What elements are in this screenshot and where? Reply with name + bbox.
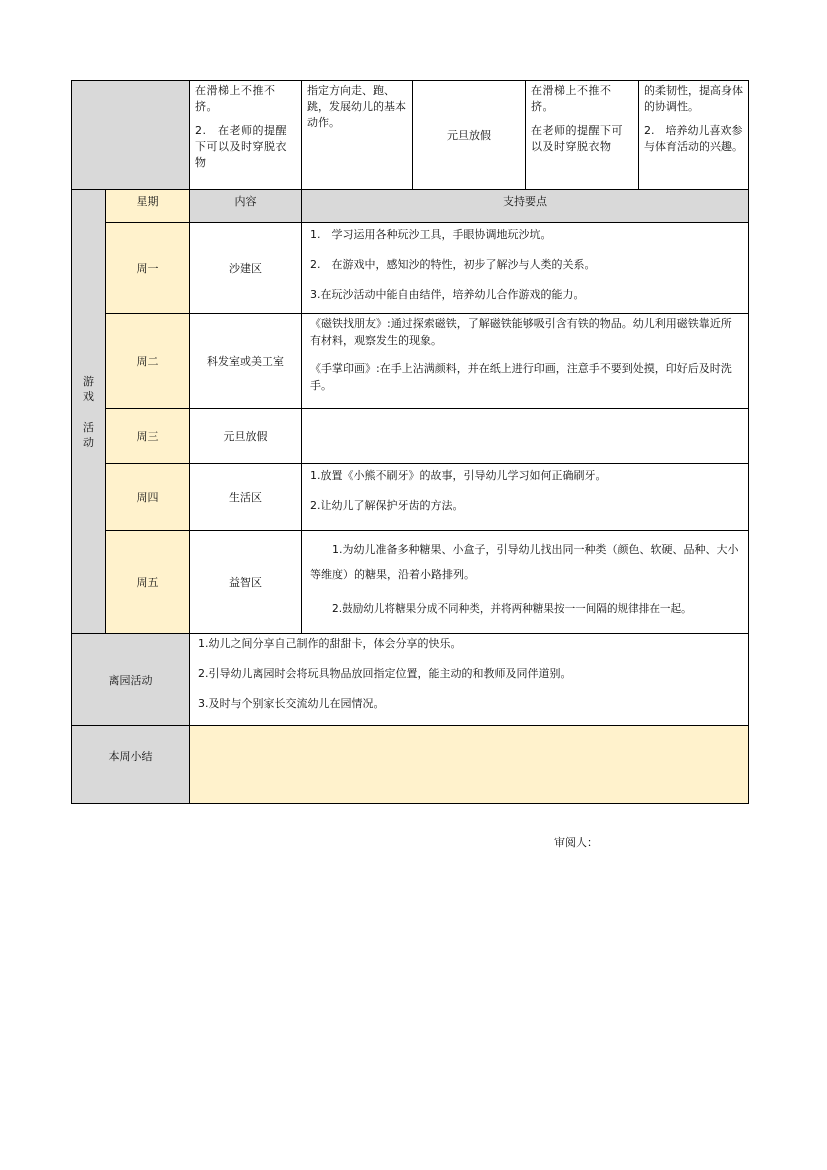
- cell-text: 在滑梯上不推不挤。: [531, 84, 612, 113]
- header-text: 内容: [234, 195, 257, 208]
- support-point: 1. 学习运用各种玩沙工具，手眼协调地玩沙坑。: [310, 228, 552, 241]
- game-activity-label: [72, 190, 106, 634]
- summary-content: [190, 726, 749, 804]
- top-row-cell-2: [190, 81, 302, 190]
- support-point: 1.为幼儿准备多种糖果、小盒子，引导幼儿找出同一种类（颜色、软硬、品种、大小等维度）的糖果，沿着小路排列。: [310, 543, 739, 581]
- support-point: 《手掌印画》:在手上沾满颜料，并在纸上进行印画，注意手不要到处摸，印好后及时洗手。: [310, 362, 732, 392]
- cell-text: 2. 在老师的提醒下可以及时穿脱衣物: [195, 124, 287, 169]
- leave-point: 1.幼儿之间分享自己制作的甜甜卡，体会分享的快乐。: [198, 637, 462, 650]
- day-cell-monday: [106, 223, 190, 314]
- leave-activity-label: [72, 634, 190, 726]
- support-cell-friday: [302, 531, 749, 634]
- content-cell-thursday: [190, 464, 302, 531]
- content-cell-tuesday: [190, 314, 302, 409]
- cell-text: 在滑梯上不推不挤。: [195, 84, 276, 113]
- content-label: 科发室或美工室: [207, 355, 284, 368]
- day-label: 周二: [136, 355, 159, 368]
- content-label: 沙建区: [229, 262, 262, 275]
- support-cell-tuesday: [302, 314, 749, 409]
- cell-text: 指定方向走、跑、跳，发展幼儿的基本动作。: [307, 84, 406, 129]
- content-label: 生活区: [229, 491, 262, 504]
- support-point: 《磁铁找朋友》:通过探索磁铁，了解磁铁能够吸引含有铁的物品。幼儿利用磁铁靠近所有材料，观察发生的现象。: [310, 317, 732, 347]
- section-label: 本周小结: [108, 750, 153, 763]
- day-cell-friday: [106, 531, 190, 634]
- top-row-cell-3: [302, 81, 413, 190]
- cell-text: 2. 培养幼儿喜欢参与体育活动的兴趣。: [644, 124, 743, 153]
- support-point: 2.鼓励幼儿将糖果分成不同种类，并将两种糖果按一一间隔的规律排在一起。: [332, 603, 692, 615]
- cell-text: 的柔韧性，提高身体的协调性。: [644, 84, 743, 113]
- section-label: 离园活动: [108, 673, 153, 687]
- day-label: 周四: [136, 491, 159, 504]
- leave-point: 3.及时与个别家长交流幼儿在园情况。: [198, 697, 385, 710]
- day-label: 周三: [136, 430, 159, 443]
- content-cell-wednesday: [190, 409, 302, 464]
- leave-activity-content: [190, 634, 749, 726]
- content-cell-monday: [190, 223, 302, 314]
- support-point: 1.放置《小熊不刷牙》的故事，引导幼儿学习如何正确刷牙。: [310, 469, 607, 482]
- top-row-cell-6: [639, 81, 749, 190]
- day-label: 周一: [136, 262, 159, 275]
- top-row-cell-5: [526, 81, 639, 190]
- header-weekday: [106, 190, 190, 223]
- day-label: 周五: [136, 576, 159, 589]
- support-point: 2.让幼儿了解保护牙齿的方法。: [310, 499, 464, 512]
- header-content: [190, 190, 302, 223]
- cell-text: 在老师的提醒下可以及时穿脱衣物: [531, 124, 623, 153]
- cell-text: 元旦放假: [447, 129, 491, 142]
- support-cell-wednesday: [302, 409, 749, 464]
- top-row-cell-4: [413, 81, 526, 190]
- header-text: 星期: [136, 195, 159, 208]
- summary-label: [72, 726, 190, 804]
- support-cell-monday: [302, 223, 749, 314]
- support-point: 2. 在游戏中，感知沙的特性，初步了解沙与人类的关系。: [310, 258, 596, 271]
- section-label-bottom: 活动: [83, 420, 94, 449]
- section-label-top: 游戏: [83, 374, 94, 403]
- day-cell-tuesday: [106, 314, 190, 409]
- header-support: [302, 190, 749, 223]
- header-text: 支持要点: [503, 195, 547, 208]
- support-point: 3.在玩沙活动中能自由结伴，培养幼儿合作游戏的能力。: [310, 288, 585, 301]
- content-label: 益智区: [229, 576, 262, 589]
- day-cell-wednesday: [106, 409, 190, 464]
- support-cell-thursday: [302, 464, 749, 531]
- content-label: 元旦放假: [223, 430, 268, 443]
- day-cell-thursday: [106, 464, 190, 531]
- reviewer-label: 审阅人：: [554, 836, 598, 849]
- leave-point: 2.引导幼儿离园时会将玩具物品放回指定位置，能主动的和教师及同伴道别。: [198, 667, 572, 680]
- top-row-label-cell: [72, 81, 190, 190]
- content-cell-friday: [190, 531, 302, 634]
